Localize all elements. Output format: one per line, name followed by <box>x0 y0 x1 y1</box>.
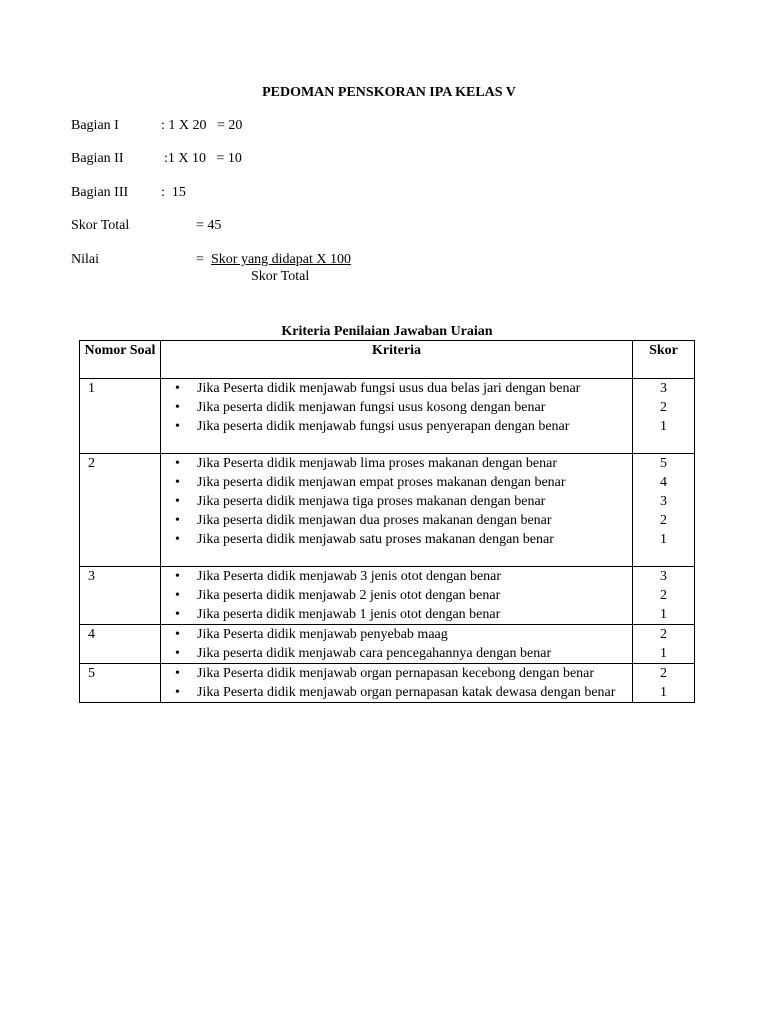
row-criteria <box>161 379 633 454</box>
scoring-label: Bagian III <box>71 185 129 200</box>
header-kriteria: Kriteria <box>161 341 633 379</box>
criteria-item: • Jika peserta didik menjawan fungsi usus kosong dengan benar <box>175 398 628 417</box>
criteria-item: • Jika Peserta didik menjawab fungsi usus dua belas jari dengan benar <box>175 379 628 398</box>
score-value: 1 <box>660 419 667 434</box>
table-row <box>80 664 695 703</box>
criteria-item: • Jika peserta didik menjawab cara pencegahannya dengan benar <box>175 644 628 663</box>
criteria-item: • Jika peserta didik menjawab 1 jenis otot dengan benar <box>175 605 628 624</box>
score-value: 2 <box>660 627 667 642</box>
scoring-label: Bagian I <box>71 118 119 133</box>
criteria-table <box>79 340 695 703</box>
criteria-item: • Jika peserta didik menjawan empat proses makanan dengan benar <box>175 473 628 492</box>
row-criteria <box>161 664 633 703</box>
score-value: 2 <box>660 513 667 528</box>
criteria-item: • Jika Peserta didik menjawab lima proses makanan dengan benar <box>175 454 628 473</box>
row-criteria <box>161 567 633 625</box>
criteria-item: • Jika Peserta didik menjawab organ pernapasan kecebong dengan benar <box>175 664 628 683</box>
score-value: 1 <box>660 685 667 700</box>
header-skor: Skor <box>633 341 695 379</box>
scoring-value: = 45 <box>196 218 222 233</box>
row-scores <box>633 379 695 454</box>
scoring-value: : 15 <box>161 185 186 200</box>
score-value: 3 <box>660 381 667 396</box>
row-scores <box>633 454 695 567</box>
scoring-label: Skor Total <box>71 218 130 233</box>
score-value: 3 <box>660 569 667 584</box>
criteria-item: • Jika peserta didik menjawa tiga proses makanan dengan benar <box>175 492 628 511</box>
nilai-equals: = <box>196 252 204 267</box>
table-row <box>80 567 695 625</box>
row-scores <box>633 625 695 664</box>
scoring-value: :1 X 10 = 10 <box>164 151 242 166</box>
row-number: 2 <box>80 454 161 567</box>
score-value: 1 <box>660 607 667 622</box>
score-value: 4 <box>660 475 667 490</box>
row-number: 3 <box>80 567 161 625</box>
table-row <box>80 454 695 567</box>
criteria-item: • Jika Peserta didik menjawab 3 jenis otot dengan benar <box>175 567 628 586</box>
criteria-item: • Jika Peserta didik menjawab organ pernapasan katak dewasa dengan benar <box>175 683 628 702</box>
criteria-item: • Jika peserta didik menjawab 2 jenis otot dengan benar <box>175 586 628 605</box>
table-title: Kriteria Penilaian Jawaban Uraian <box>281 324 493 339</box>
row-number: 5 <box>80 664 161 703</box>
nilai-denominator: Skor Total <box>251 269 310 284</box>
scoring-value: : 1 X 20 = 20 <box>161 118 243 133</box>
row-scores <box>633 664 695 703</box>
score-value: 1 <box>660 646 667 661</box>
score-value: 5 <box>660 456 667 471</box>
score-value: 3 <box>660 494 667 509</box>
criteria-item: • Jika peserta didik menjawab fungsi usus penyerapan dengan benar <box>175 417 628 436</box>
criteria-item: • Jika Peserta didik menjawab penyebab maag <box>175 625 628 644</box>
table-row <box>80 379 695 454</box>
score-value: 2 <box>660 400 667 415</box>
row-criteria <box>161 625 633 664</box>
row-number: 4 <box>80 625 161 664</box>
row-scores <box>633 567 695 625</box>
nilai-label: Nilai <box>71 252 99 267</box>
nilai-numerator: Skor yang didapat X 100 <box>211 252 351 267</box>
row-criteria <box>161 454 633 567</box>
score-value: 1 <box>660 532 667 547</box>
criteria-item: • Jika peserta didik menjawan dua proses makanan dengan benar <box>175 511 628 530</box>
header-nomor-soal: Nomor Soal <box>80 341 161 379</box>
score-value: 2 <box>660 588 667 603</box>
table-row <box>80 625 695 664</box>
row-number: 1 <box>80 379 161 454</box>
scoring-label: Bagian II <box>71 151 124 166</box>
criteria-item: • Jika peserta didik menjawab satu proses makanan dengan benar <box>175 530 628 549</box>
page-title: PEDOMAN PENSKORAN IPA KELAS V <box>262 85 516 100</box>
score-value: 2 <box>660 666 667 681</box>
table-header-row <box>80 341 695 379</box>
